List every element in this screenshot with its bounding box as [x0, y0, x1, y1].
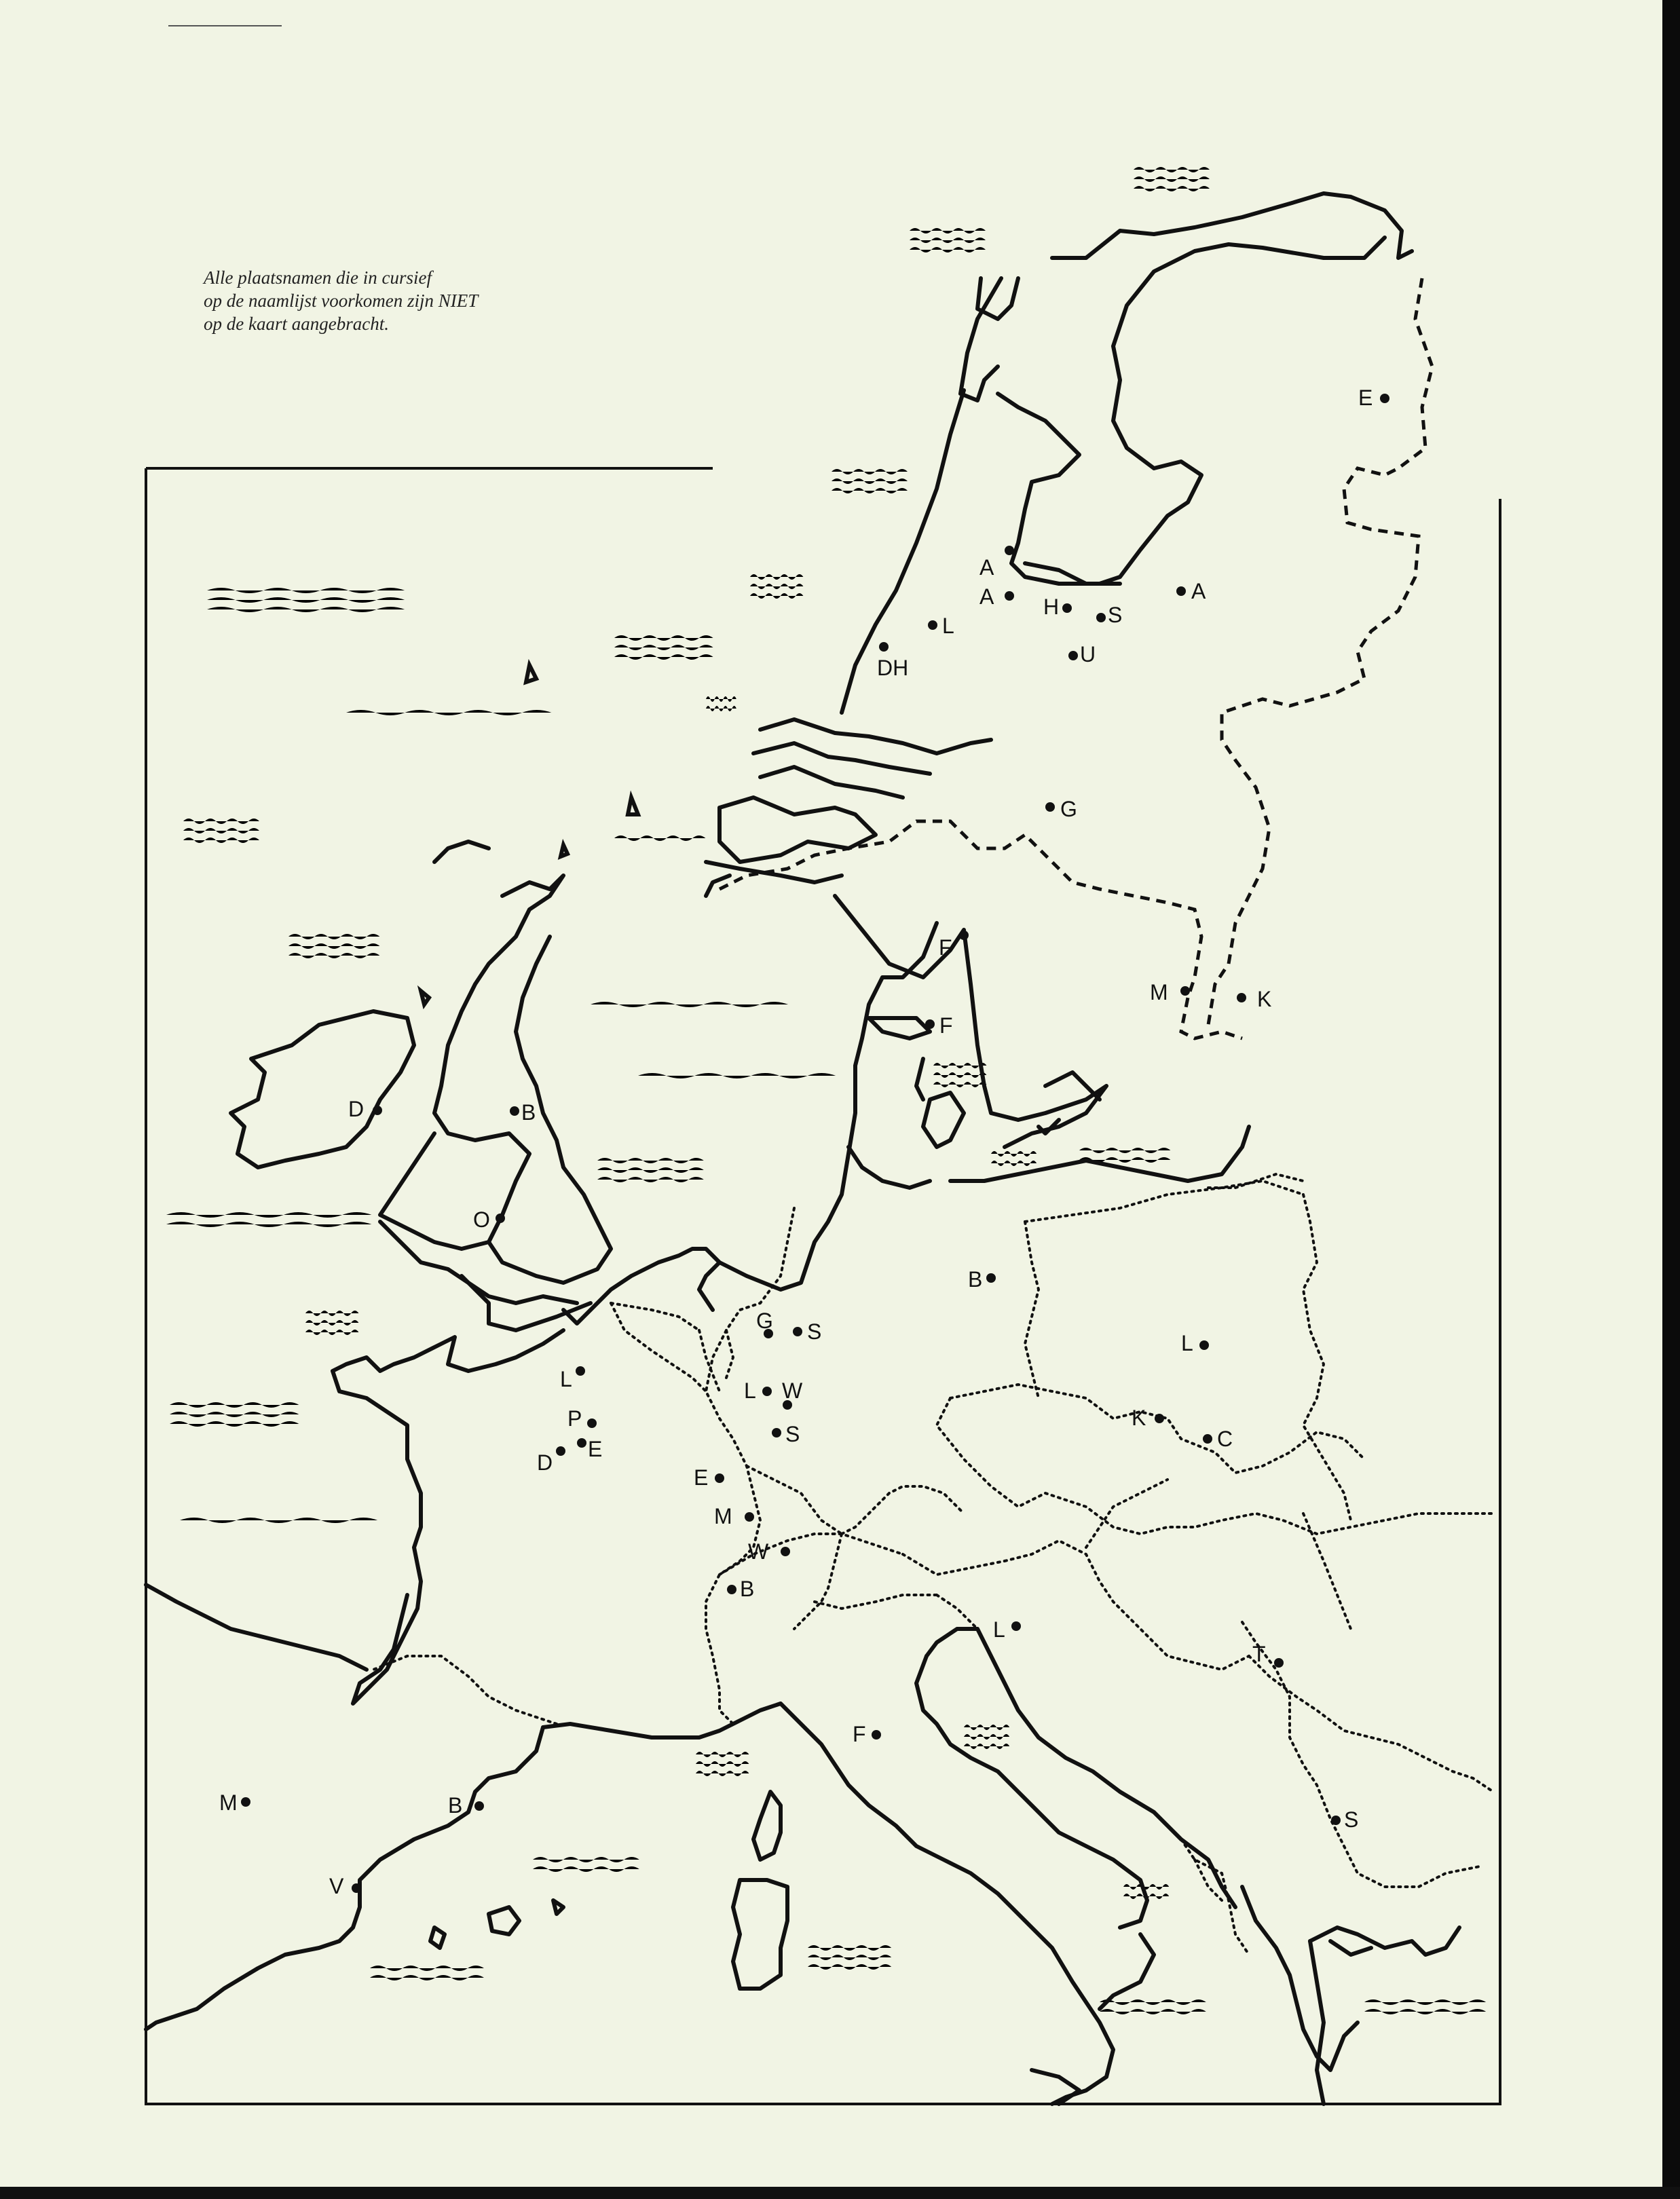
place-dot: [781, 1547, 790, 1556]
note-line-1: Alle plaatsnamen die in cursief: [204, 267, 432, 288]
place-dot: [1180, 986, 1190, 996]
place-dot: [576, 1366, 585, 1376]
place-label: K: [1132, 1406, 1146, 1430]
place-dot: [1237, 993, 1246, 1002]
place-label: B: [740, 1577, 755, 1601]
place-label: P: [567, 1406, 582, 1431]
place-dot: [577, 1438, 586, 1448]
place-dot: [587, 1418, 597, 1428]
place-label: F: [853, 1722, 866, 1746]
place-label: K: [1257, 987, 1272, 1011]
place-dot: [1274, 1658, 1284, 1668]
place-dot: [772, 1428, 781, 1437]
place-dot: [762, 1387, 772, 1396]
national-borders: [373, 1174, 1493, 1955]
place-label: S: [1344, 1807, 1359, 1832]
place-dot: [928, 620, 937, 630]
place-dot: [1331, 1816, 1341, 1825]
place-markers: [219, 386, 1389, 1898]
place-dot: [715, 1473, 724, 1483]
place-dot: [496, 1214, 505, 1223]
place-dot: [241, 1797, 250, 1807]
place-label: A: [1191, 579, 1206, 603]
place-dot: [1203, 1434, 1212, 1444]
place-dot: [986, 1273, 996, 1283]
place-label: O: [473, 1207, 490, 1232]
place-dot: [1005, 591, 1014, 601]
place-label: T: [1252, 1642, 1266, 1666]
place-dot: [727, 1585, 736, 1594]
note-line-3: op de kaart aangebracht.: [204, 314, 389, 334]
place-dot: [1062, 603, 1072, 613]
place-label: DH: [877, 656, 909, 680]
place-dot: [1176, 586, 1186, 596]
place-label: S: [1108, 603, 1123, 627]
place-dot: [925, 1019, 935, 1029]
place-label: W: [782, 1378, 803, 1403]
place-label: F: [939, 935, 952, 960]
note-line-2: op de naamlijst voorkomen zijn NIET: [204, 290, 479, 311]
place-label: M: [1150, 980, 1168, 1004]
place-dot: [556, 1446, 565, 1456]
place-label: F: [939, 1013, 953, 1038]
place-label: U: [1080, 642, 1096, 666]
place-label: V: [329, 1874, 344, 1898]
place-label: B: [968, 1267, 983, 1292]
place-dot: [1199, 1340, 1209, 1350]
place-label: D: [537, 1450, 553, 1475]
place-label: M: [714, 1504, 732, 1528]
place-dot: [352, 1883, 361, 1893]
place-label: L: [560, 1367, 572, 1391]
place-label: E: [694, 1465, 709, 1490]
place-label: L: [744, 1378, 756, 1403]
place-label: M: [219, 1790, 238, 1815]
sea-waves: [166, 167, 1486, 2014]
place-dot: [1011, 1621, 1021, 1631]
place-dot: [793, 1327, 802, 1336]
place-dot: [745, 1512, 754, 1522]
place-dot: [510, 1106, 519, 1116]
place-label: A: [979, 584, 994, 609]
place-label: S: [785, 1422, 800, 1446]
place-label: B: [521, 1100, 536, 1125]
place-dot: [1096, 613, 1106, 622]
place-dot: [373, 1106, 382, 1115]
place-label: B: [448, 1793, 463, 1818]
place-label: H: [1043, 595, 1060, 619]
place-label: W: [748, 1539, 769, 1564]
place-label: D: [348, 1097, 365, 1121]
place-label: E: [588, 1437, 603, 1461]
place-dot: [1155, 1414, 1164, 1423]
place-dot: [1005, 546, 1014, 555]
place-label: G: [1060, 797, 1077, 821]
place-dot: [1380, 394, 1389, 403]
place-dot: [959, 931, 969, 940]
place-dot: [872, 1730, 881, 1740]
place-dot: [1068, 651, 1078, 660]
place-label: L: [942, 614, 954, 638]
place-label: A: [979, 555, 994, 580]
place-label: L: [993, 1617, 1005, 1642]
place-label: G: [756, 1309, 773, 1333]
place-label: L: [1181, 1331, 1193, 1355]
place-dot: [879, 642, 889, 652]
netherlands: [706, 193, 1432, 1038]
british-isles: [231, 665, 638, 1330]
place-label: C: [1217, 1427, 1233, 1451]
inset-frame: [146, 468, 1500, 2104]
place-dot: [474, 1801, 484, 1811]
place-label: S: [807, 1319, 822, 1344]
place-label: E: [1358, 386, 1373, 410]
place-dot: [1045, 802, 1055, 812]
